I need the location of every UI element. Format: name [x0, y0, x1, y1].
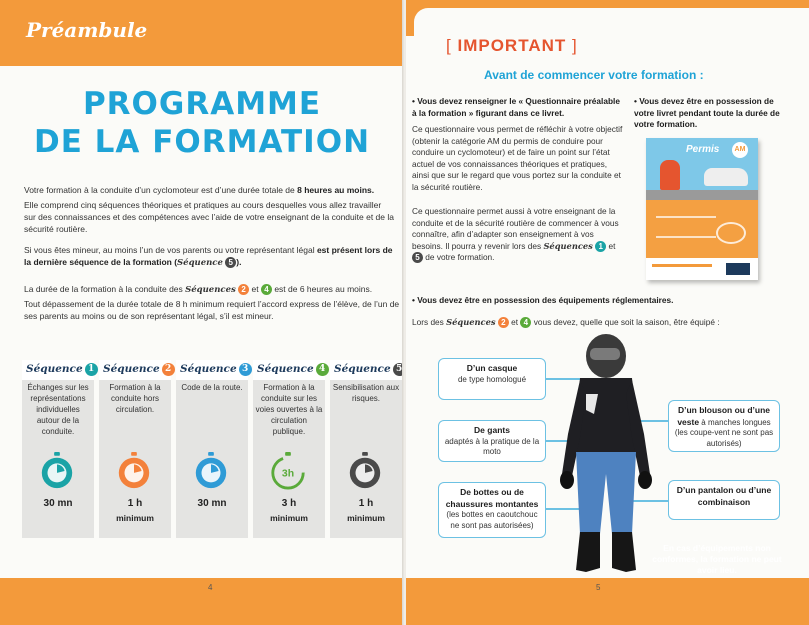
sequence-duration: 1 h: [358, 498, 374, 509]
sequence-duration: 30 mn: [43, 498, 73, 509]
paragraph-duration: Votre formation à la conduite d’un cyclomoteur est d’une durée totale de 8 heures au moins.: [24, 185, 375, 195]
sequence-duration-note: minimum: [347, 513, 385, 523]
seq-chip-5: 5: [225, 257, 236, 268]
booklet-title: Permis: [686, 144, 720, 155]
timer-teal-icon: [38, 452, 76, 490]
seq-chip-5: 5: [412, 252, 423, 263]
sequence-description: Sensibilisation aux risques.: [332, 383, 400, 403]
sequence-header: Séquence 3: [176, 360, 248, 380]
publisher-logo: [726, 263, 750, 275]
sequence-column-5: [330, 360, 402, 538]
paragraph-sequences: Elle comprend cinq séquences théoriques et pratiques au cours desquelles vous allez travailler sur des connaissances et des compétences avec l’aide de votre enseignant de la conduite et de la sécurité routière.: [24, 200, 394, 234]
page-title-line2: DE LA FORMATION: [33, 124, 371, 160]
questionnaire-text-2: Ce questionnaire permet aussi à votre enseignant de la conduite et de la sécurité routière de commencer à vous connaître, afin d’adapter son enseignement à vos besoins. Il pourra y revenir lors des Séquences 1 et 5 de votre formation.: [412, 206, 619, 263]
rider-illustration: [660, 160, 680, 190]
timer-label: 3h: [281, 468, 295, 480]
paragraph-overtime: Tout dépassement de la durée totale de 8 h minimum requiert l’accord express de l’élève, de l’un de ses parents au moins ou de son représentant légal, s’il est mineur.: [24, 299, 400, 321]
callout-gloves: De gants adaptés à la pratique de la moto: [438, 420, 546, 462]
sequence-column-1: [22, 360, 94, 538]
paragraph-practice-duration: La durée de la formation à la conduite des Séquences 2 et 4 est de 6 heures au moins.: [24, 284, 373, 295]
sequence-duration-note: minimum: [116, 513, 154, 523]
timer-blue-icon: [192, 452, 230, 490]
seq-chip-2: 2: [238, 284, 249, 295]
section-title: Préambule: [26, 18, 148, 42]
timer-grey-icon: [346, 452, 384, 490]
sequence-duration: 3 h: [281, 498, 297, 509]
sequence-description: Échanges sur les représentations individuelles autour de la conduite.: [27, 383, 89, 436]
timer-green-icon: [269, 452, 307, 490]
sequence-duration: 1 h: [127, 498, 143, 509]
sequence-column-2: [99, 360, 171, 538]
sequence-header: Séquence 5: [330, 360, 402, 380]
sequence-column-3: [176, 360, 248, 538]
callout-trousers: D’un pantalon ou d’une combinaison: [668, 480, 780, 520]
sequence-description: Formation à la conduite sur les voies ouvertes à la circulation publique.: [255, 383, 323, 436]
sequence-description: Formation à la conduite hors circulation.: [109, 383, 161, 414]
seq-chip-2: 2: [498, 317, 509, 328]
seq-chip-4: 4: [520, 317, 531, 328]
paragraph-minor: Si vous êtes mineur, au moins l’un de vos parents ou votre représentant légal est présent lors de la dernière séquence de la formation (Séquence 5 ).: [24, 245, 393, 268]
callout-boots: De bottes ou de chaussures montantes (les bottes en caoutchouc ne sont pas autorisées): [438, 482, 546, 538]
timer-orange-icon: [115, 452, 153, 490]
page-title-line1: PROGRAMME: [82, 86, 322, 122]
seq-chip-4: 4: [261, 284, 272, 295]
sequence-number: 4: [316, 363, 329, 376]
booklet-image: [646, 138, 758, 280]
car-illustration: [704, 168, 748, 186]
bullet-equipment: • Vous devez être en possession des équipements réglementaires.: [412, 295, 674, 305]
subtitle: Avant de commencer votre formation :: [484, 68, 704, 82]
sequence-description: Code de la route.: [181, 383, 243, 392]
footer-band: [406, 578, 809, 625]
sequence-table: [22, 360, 404, 538]
equipment-intro: Lors des Séquences 2 et 4 vous devez, quelle que soit la saison, être équipé :: [412, 317, 720, 327]
scooter-icon: [716, 222, 746, 244]
sequence-duration: 30 mn: [197, 498, 227, 509]
right-page: [406, 0, 809, 625]
sequence-header: Séquence 2: [99, 360, 171, 380]
sequence-header: Séquence 4: [253, 360, 325, 380]
callout-helmet: D’un casque de type homologué: [438, 358, 546, 400]
header-band: [0, 0, 404, 66]
sequence-number: 5: [393, 363, 404, 376]
sequence-number: 2: [162, 363, 175, 376]
seq-chip-1: 1: [595, 241, 606, 252]
sequence-number: 3: [239, 363, 252, 376]
important-heading: [ IMPORTANT ]: [446, 36, 578, 55]
booklet-badge: AM: [732, 142, 748, 158]
questionnaire-text-1: Ce questionnaire vous permet de réfléchir à votre objectif (obtenir la catégorie AM du permis de conduire pour conduire un cyclomoteur) et de faire un point sur l’état actuel de vos connaissances théoriques et pratiques, ainsi que sur le regard que vous portez sur la conduite et la sécurité routière.: [412, 124, 623, 192]
page-number: 4: [208, 583, 213, 592]
sequence-duration-note: minimum: [270, 513, 308, 523]
footer-band: [0, 578, 404, 625]
bullet-questionnaire: • Vous devez renseigner le « Questionnaire préalable à la formation » figurant dans ce livret.: [412, 96, 620, 118]
callout-jacket: D’un blouson ou d’une veste à manches longues (les coupe-vent ne sont pas autorisés): [668, 400, 780, 452]
left-page: [0, 0, 404, 625]
sequence-column-4: [253, 360, 325, 538]
nonconformity-note: En cas d’équipements non conformes, la formation ne peut avoir lieu.: [652, 543, 782, 575]
bullet-livret: • Vous devez être en possession de votre livret pendant toute la durée de votre formation.: [634, 96, 780, 130]
page-number: 5: [596, 583, 601, 592]
sequence-header: Séquence 1: [22, 360, 94, 380]
sequence-number: 1: [85, 363, 98, 376]
